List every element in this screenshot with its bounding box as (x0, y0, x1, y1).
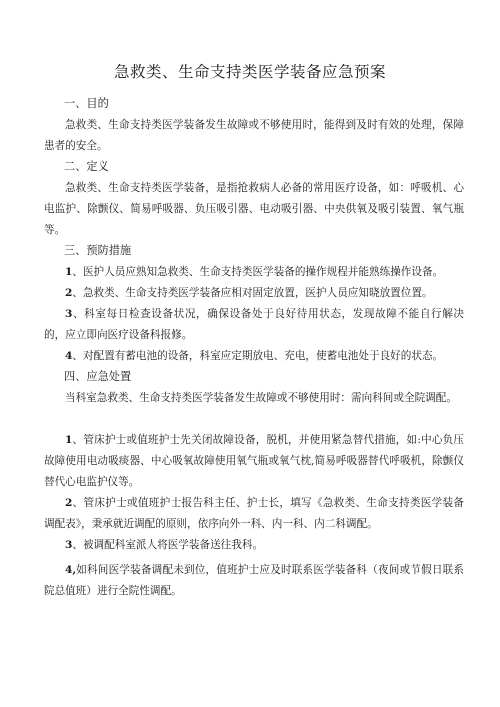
section-heading-definition: 二、定义 (64, 160, 109, 173)
paragraph-purpose: 急救类、生命支持类医学装备发生故障或不够使用时，能得到及时有效的处理，保障患者的安全。 (44, 119, 464, 152)
emergency-item-2 (44, 493, 464, 535)
emergency-item-4 (44, 560, 464, 602)
item-number: 1 (65, 434, 73, 446)
prevention-item-1 (44, 262, 464, 283)
item-number: 1 (65, 266, 73, 278)
item-text: 、管床护士或值班护士报告科主任、护士长，填写《急救类、生命支持类医学装备调配表》，秉承就近调配的原则，依序向外一科、内一科、内二科调配。 (44, 497, 464, 530)
document-title: 急救类、生命支持类医学装备应急预案 (113, 63, 386, 81)
emergency-item-1 (44, 430, 464, 493)
section-heading-purpose: 一、目的 (64, 97, 109, 110)
item-number: 4, (65, 564, 77, 576)
item-text: 、科室每日检查设备状况，确保设备处于良好待用状态，发现故障不能自行解决的，应立即向医疗设备科报修。 (44, 308, 464, 341)
paragraph-definition: 急救类、生命支持类医学装备，是指抢救病人必备的常用医疗设备，如：呼吸机、心电监护、除颤仪、简易呼吸器、负压吸引器、电动吸引器、中央供氧及吸引装置、氧气瓶等。 (44, 182, 464, 236)
prevention-item-2 (44, 283, 464, 304)
item-number: 4 (65, 350, 73, 362)
section-heading-prevention: 三、预防措施 (64, 244, 132, 257)
item-text: 、对配置有蓄电池的设备，科室应定期放电、充电，使蓄电池处于良好的状态。 (72, 350, 444, 362)
item-text: 、医护人员应熟知急救类、生命支持类医学装备的操作规程并能熟练操作设备。 (72, 266, 444, 278)
item-text: 如科间医学装备调配未到位，值班护士应及时联系医学装备科（夜间或节假日联系院总值班）进行全院性调配。 (44, 564, 464, 597)
prevention-item-4 (44, 346, 464, 367)
item-text: 、管床护士或值班护士先关闭故障设备，脱机，并使用紧急替代措施，如:中心负压故障使用电动吸痰器、中心吸氧故障使用氧气瓶或氧气枕,简易呼吸器替代呼吸机，除颤仪替代心电监护仪等。 (44, 434, 464, 488)
item-number: 3 (65, 539, 73, 551)
emergency-item-3 (44, 535, 464, 556)
item-text: 、急救类、生命支持类医学装备应相对固定放置，医护人员应知晓放置位置。 (72, 287, 433, 299)
paragraph-emergency-intro: 当科室急救类、生命支持类医学装备发生故障或不够使用时：需向科间或全院调配。 (65, 392, 457, 404)
item-number: 3 (65, 308, 73, 320)
item-number: 2 (65, 287, 73, 299)
item-number: 2 (65, 497, 73, 509)
prevention-item-3 (44, 304, 464, 346)
item-text: 、被调配科室派人将医学装备送往我科。 (72, 539, 264, 551)
section-heading-emergency: 四、应急处置 (64, 370, 132, 383)
